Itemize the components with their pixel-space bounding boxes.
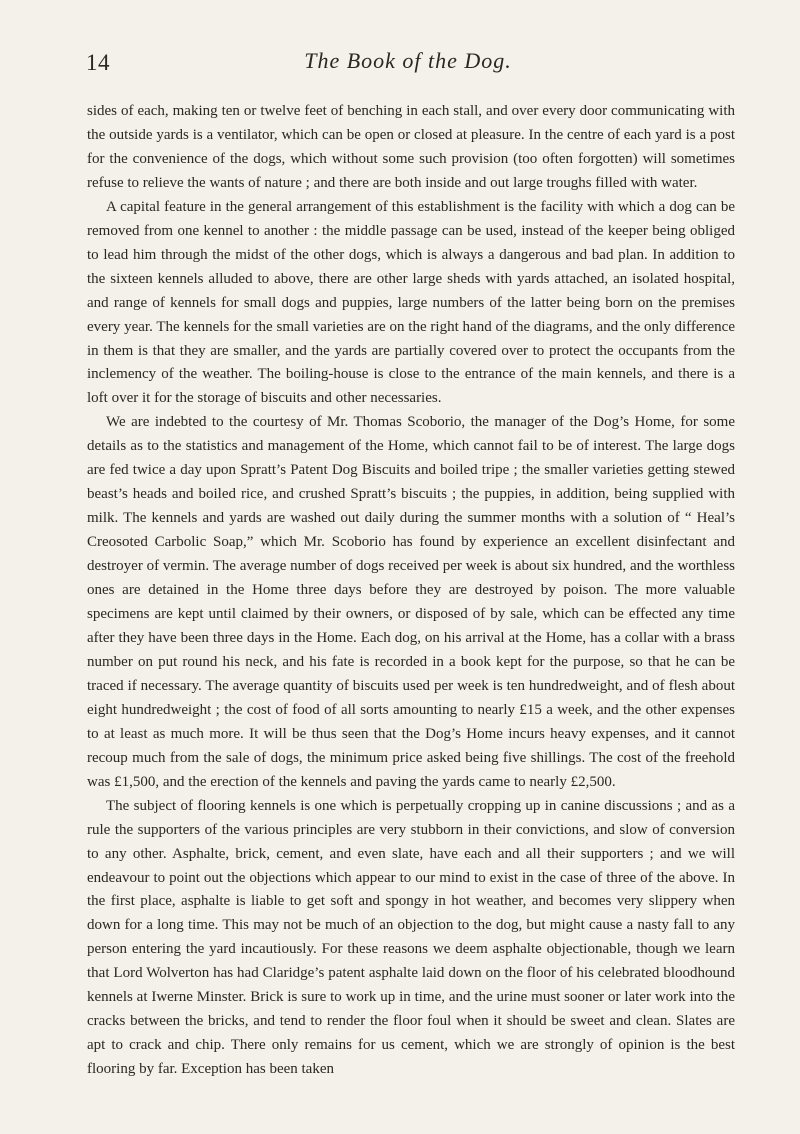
page-header [86,48,730,78]
paragraph-flooring-kennels: The subject of flooring kennels is one which is perpetually cropping up in canine discussions ; and as a rule the supporters of the various principles are very stubborn in their convictions, and slow of conversion to any other. Asphalte, brick, cement, and even slate, have each and all their supporters ; and we will endeavour to point out the objections which appear to our mind to exist in the case of three of the above. In the first place, asphalte is liable to get soft and spongy in hot weather, and becomes very slippery when down for a long time. This may not be much of an objection to the dog, but might cause a nasty fall to any person entering the yard incautiously. For these reasons we deem asphalte objectionable, though we learn that Lord Wolverton has had Claridge’s patent asphalte laid down on the floor of his celebrated bloodhound kennels at Iwerne Minster. Brick is sure to work up in time, and the urine must sooner or later work into the cracks between the bricks, and tend to render the floor foul when it should be sweet and clean. Slates are apt to crack and chip. There only remains for us cement, which we are strongly of opinion is the best flooring by far. Exception has been taken [87,797,735,1078]
paragraph-dogs-home-statistics: We are indebted to the courtesy of Mr. Thomas Scoborio, the manager of the Dog’s Home, for some details as to the statistics and management of the Home, which cannot fail to be of interest. The large dogs are fed twice a day upon Spratt’s Patent Dog Biscuits and boiled tripe ; the smaller varieties getting stewed beast’s heads and boiled rice, and crushed Spratt’s biscuits ; the puppies, in addition, being supplied with milk. The kennels and yards are washed out daily during the summer months with a solution of “ Heal’s Creosoted Carbolic Soap,” which Mr. Scoborio has found by experience an excellent disinfectant and destroyer of vermin. The average number of dogs received per week is about six hundred, and the worthless ones are detained in the Home three days before they are destroyed by poison. The more valuable specimens are kept until claimed by their owners, or disposed of by sale, which can be effected any time after they have been three days in the Home. Each dog, on his arrival at the Home, has a collar with a brass number on put round his neck, and his fate is recorded in a book kept for the purpose, so that he can be traced if necessary. The average quantity of biscuits used per week is ten hundredweight, and of flesh about eight hundredweight ; the cost of food of all sorts amounting to nearly £15 a week, and the other expenses to at least as much more. It will be thus seen that the Dog’s Home incurs heavy expenses, and it cannot recoup much from the sale of dogs, the minimum price asked being five shillings. The cost of the freehold was £1,500, and the erection of the kennels and paving the yards came to nearly £2,500. [87,414,735,790]
body-text [87,100,735,1082]
paragraph-continued: sides of each, making ten or twelve feet of benching in each stall, and over every door communicating with the outside yards is a ventilator, which can be open or closed at pleasure. In the centre of each yard is a post for the convenience of the dogs, which without some such provision (too often forgotten) will sometimes refuse to relieve the wants of nature ; and there are both inside and out large troughs filled with water. [87,103,735,191]
page-number: 14 [86,50,110,75]
running-title: The Book of the Dog. [304,48,512,73]
paragraph-kennel-arrangement: A capital feature in the general arrangement of this establishment is the facility with which a dog can be removed from one kennel to another : the middle passage can be used, instead of the keeper being obliged to lead him through the midst of the other dogs, which is always a dangerous and bad plan. In addition to the sixteen kennels alluded to above, there are other large sheds with yards attached, an isolated hospital, and range of kennels for small dogs and puppies, large numbers of the latter being born on the premises every year. The kennels for the small varieties are on the right hand of the diagrams, and the only difference in them is that they are smaller, and the yards are partially covered over to protect the occupants from the inclemency of the weather. The boiling-house is close to the entrance of the main kennels, and there is a loft over it for the storage of biscuits and other necessaries. [87,198,735,407]
